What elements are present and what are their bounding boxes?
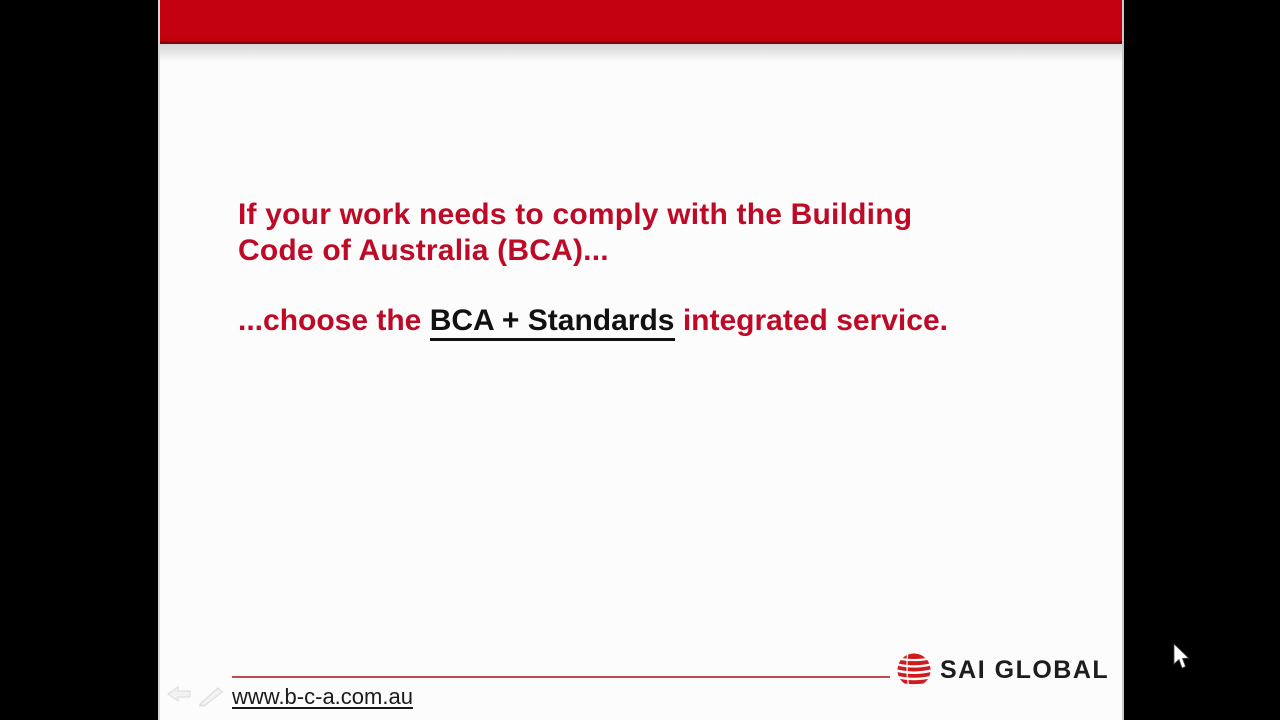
presenter-arrow-tool-icon[interactable] (166, 684, 192, 704)
footer-divider (232, 676, 890, 678)
slide-subheading (238, 303, 948, 339)
sai-global-logo-text: SAI GLOBAL (940, 655, 1110, 684)
subheading-emphasis: BCA + Standards (430, 304, 675, 341)
presenter-pen-tool-icon[interactable] (196, 684, 226, 708)
slide-heading-line2: Code of Australia (BCA)... (238, 234, 609, 267)
slide-heading (238, 197, 912, 269)
mouse-cursor-icon (1172, 643, 1190, 671)
banner-shadow (160, 44, 1122, 62)
website-link[interactable]: www.b-c-a.com.au (232, 684, 413, 709)
subheading-suffix: integrated service. (674, 304, 948, 337)
sai-global-globe-icon (896, 652, 932, 688)
presentation-slide (158, 0, 1124, 720)
subheading-prefix: ...choose the (238, 304, 430, 337)
slide-heading-line1: If your work needs to comply with the Building (238, 198, 913, 231)
top-banner (160, 0, 1122, 44)
sai-global-logo (896, 652, 1109, 688)
